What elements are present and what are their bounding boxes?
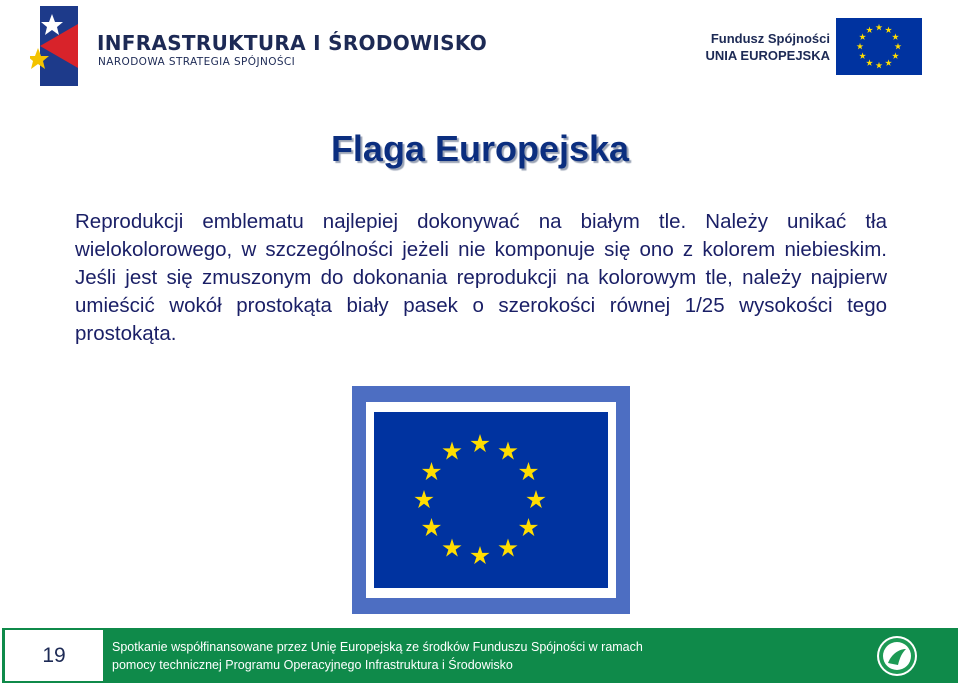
slide-body-text: Reprodukcji emblematu najlepiej dokonywać na białym tle. Należy unikać tła wielokolorowego, w szczególności jeżeli nie komponuje się ono z kolorem niebieskim. Jeśli jest się zmuszonym do dokonania reprodukcji na kolorowym tle, należy najpierw umieścić wokół prostokąta biały pasek o szerokości równej 1/25 wysokości tego prostokąta. — [75, 210, 887, 345]
slide-title: Flaga Europejska — [330, 128, 630, 169]
fund-name: Fundusz Spójności — [710, 31, 830, 46]
eu-label: UNIA EUROPEJSKA — [705, 48, 830, 63]
eu-flag-icon — [836, 18, 922, 75]
eu-flag-image — [352, 386, 630, 614]
page-number-box — [5, 630, 103, 681]
footer-text-line2: pomocy technicznej Programu Operacyjnego Infrastruktura i Środowisko — [112, 658, 513, 672]
footer-text-line1: Spotkanie współfinansowane przez Unię Europejską ze środków Funduszu Spójności w ramach — [112, 640, 643, 654]
circular-emblem-icon — [876, 635, 918, 677]
program-title: INFRASTRUKTURA I ŚRODOWISKO — [97, 31, 488, 55]
program-subtitle: NARODOWA STRATEGIA SPÓJNOŚCI — [98, 56, 296, 68]
page-number: 19 — [42, 644, 66, 667]
eu-flag-icon — [352, 386, 630, 614]
program-logo-icon — [30, 6, 82, 86]
slide-footer — [2, 628, 958, 683]
slide-header — [0, 0, 960, 95]
